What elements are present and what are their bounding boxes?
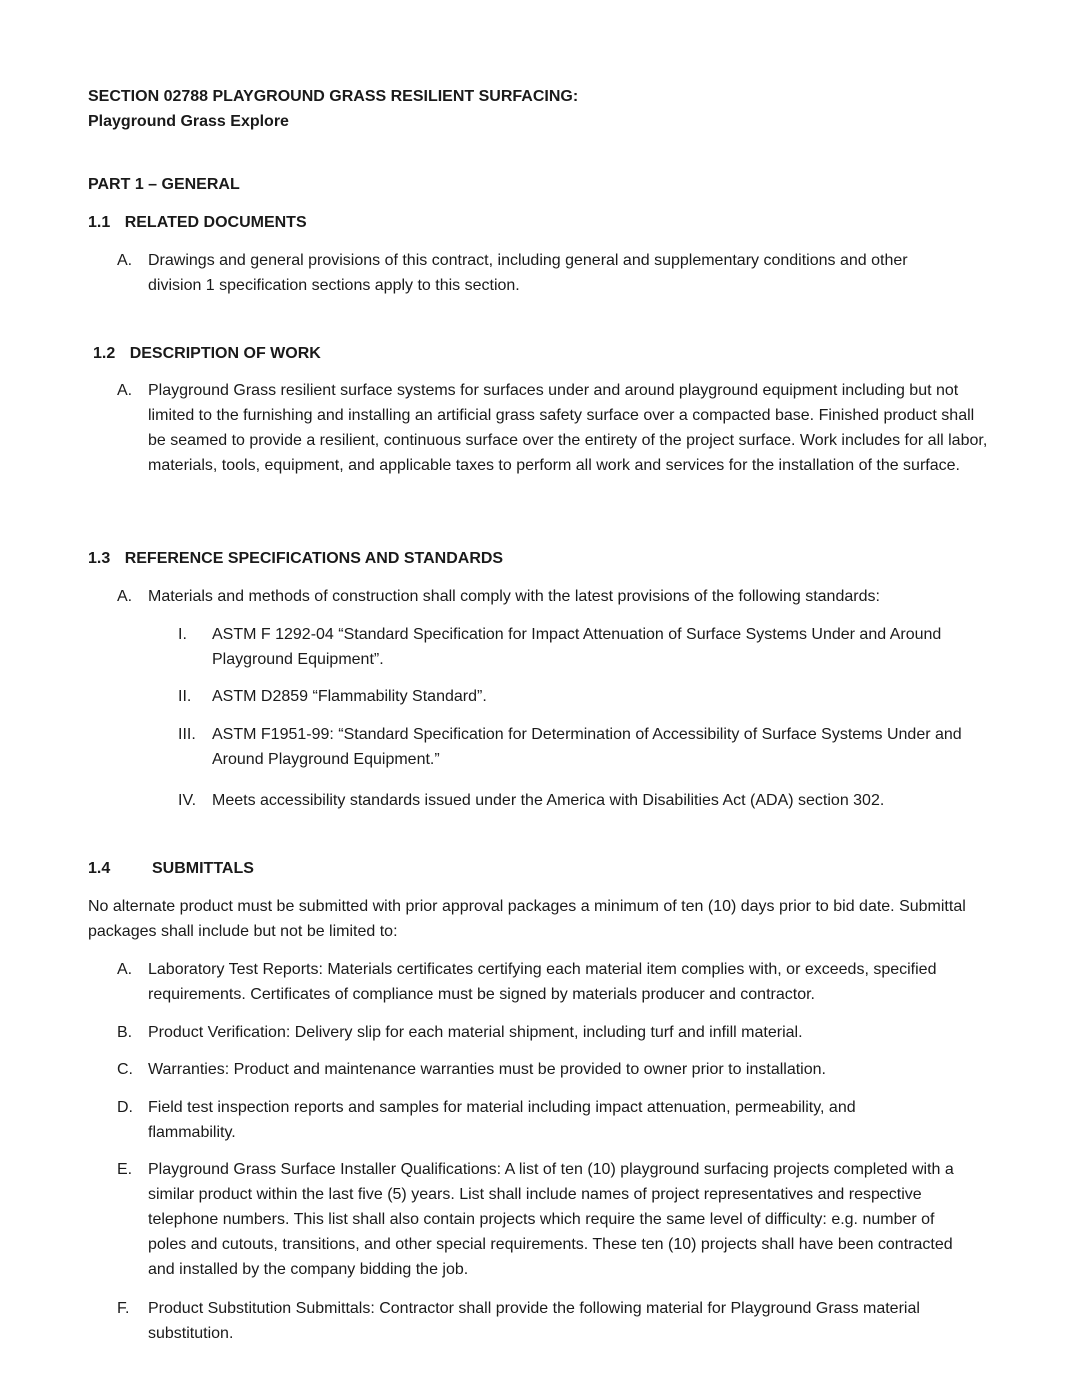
item-text: ASTM D2859 “Flammability Standard”. (212, 688, 487, 705)
item-letter: E. (117, 1161, 133, 1178)
section-number: 1.4 (88, 860, 111, 877)
item-text: Field test inspection reports and samples for material including impact attenuation, permeability, and flammability. (148, 1099, 856, 1141)
item-text: Playground Grass Surface Installer Qualifications: A list of ten (10) playground surfacing projects completed with a similar product within the last five (5) years. List shall include names of project representatives and respective telephone numbers. This list shall also contain projects which require the same level of difficulty: e.g. number of poles and cutouts, transitions, and other special requirements. These ten (10) projects shall have been contracted and installed by the company bidding the job. (148, 1161, 954, 1278)
section-heading-text: REFERENCE SPECIFICATIONS AND STANDARDS (124, 550, 504, 567)
item-letter: A. (117, 252, 133, 269)
item-numeral: IV. (178, 792, 197, 809)
section-number: 1.3 (88, 550, 111, 567)
item-letter: C. (117, 1061, 133, 1078)
item-text: Product Substitution Submittals: Contractor shall provide the following material for Playground Grass material substitution. (148, 1300, 920, 1342)
section-heading-1-4 (88, 856, 254, 881)
item-text: Materials and methods of construction shall comply with the latest provisions of the following standards: (148, 588, 880, 605)
section-heading-1-3 (88, 546, 503, 571)
section-title: SECTION 02788 PLAYGROUND GRASS RESILIENT SURFACING: (88, 88, 579, 105)
item-text: Laboratory Test Reports: Materials certificates certifying each material item complies with, or exceeds, specified requirements. Certificates of compliance must be signed by materials producer and contractor. (148, 961, 937, 1003)
item-text: ASTM F1951-99: “Standard Specification for Determination of Accessibility of Surface Systems Under and Around Playground Equipment.” (212, 726, 962, 768)
item-text: Meets accessibility standards issued under the America with Disabilities Act (ADA) section 302. (212, 792, 885, 809)
item-letter: A. (117, 588, 133, 605)
section-number: 1.2 (93, 345, 116, 362)
section-intro: No alternate product must be submitted with prior approval packages a minimum of ten (10) days prior to bid date. Submittal packages shall include but not be limited to: (88, 898, 966, 940)
part-heading: PART 1 – GENERAL (88, 176, 240, 193)
item-text: Warranties: Product and maintenance warranties must be provided to owner prior to installation. (148, 1061, 826, 1078)
product-name: Playground Grass Explore (88, 113, 289, 130)
section-heading-text: RELATED DOCUMENTS (124, 214, 307, 231)
section-number: 1.1 (88, 214, 111, 231)
section-heading-1-1 (88, 210, 307, 235)
item-text: Drawings and general provisions of this contract, including general and supplementary conditions and other division 1 specification sections apply to this section. (148, 252, 908, 294)
item-letter: D. (117, 1099, 133, 1116)
item-letter: A. (117, 382, 133, 399)
section-heading-text: SUBMITTALS (152, 860, 254, 877)
item-letter: A. (117, 961, 133, 978)
section-heading-text: DESCRIPTION OF WORK (129, 345, 321, 362)
item-letter: B. (117, 1024, 133, 1041)
item-numeral: I. (178, 626, 187, 643)
item-text: ASTM F 1292-04 “Standard Specification for Impact Attenuation of Surface Systems Under and Around Playground Equipment”. (212, 626, 942, 668)
item-numeral: III. (178, 726, 196, 743)
item-numeral: II. (178, 688, 192, 705)
item-letter: F. (117, 1300, 130, 1317)
item-text: Playground Grass resilient surface systems for surfaces under and around playground equipment including but not limited to the furnishing and installing an artificial grass safety surface over a compacted base. Finished product shall be seamed to provide a resilient, continuous surface over the entirety of the project surface. Work includes for all labor, materials, tools, equipment, and applicable taxes to perform all work and services for the installation of the surface. (148, 382, 988, 474)
item-text: Product Verification: Delivery slip for each material shipment, including turf and infill material. (148, 1024, 803, 1041)
section-heading-1-2 (93, 341, 321, 366)
